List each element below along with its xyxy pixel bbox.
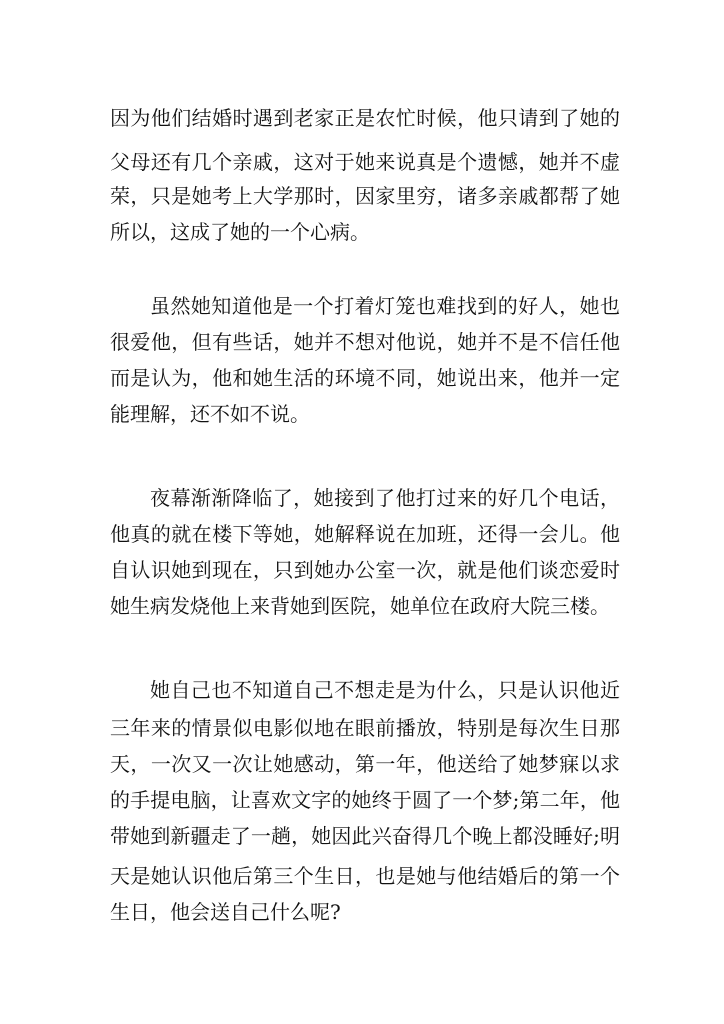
paragraph-3-line-3: 自认识她到现在，只到她办公室一次，就是他们谈恋爱时 <box>110 558 620 582</box>
paragraph-1-line-3: 荣，只是她考上大学那时，因家里穷，诸多亲戚都帮了她 <box>110 184 620 208</box>
paragraph-2-line-4: 能理解，还不如不说。 <box>110 402 310 426</box>
paragraph-1-line-1: 因为他们结婚时遇到老家正是农忙时候，他只请到了她的 <box>110 106 620 130</box>
paragraph-2-line-1: 虽然她知道他是一个打着灯笼也难找到的好人，她也 <box>150 294 620 318</box>
paragraph-1-line-4: 所以，这成了她的一个心病。 <box>110 220 370 244</box>
paragraph-4-line-3: 天，一次又一次让她感动，第一年，他送给了她梦寐以求 <box>110 752 620 776</box>
paragraph-3-line-2: 他真的就在楼下等她，她解释说在加班，还得一会儿。他 <box>110 522 620 546</box>
paragraph-4-line-6: 天是她认识他后第三个生日，也是她与他结婚后的第一个 <box>110 864 620 888</box>
paragraph-3-line-1: 夜幕渐渐降临了，她接到了他打过来的好几个电话， <box>150 486 620 510</box>
paragraph-3-line-4: 她生病发烧他上来背她到医院，她单位在政府大院三楼。 <box>110 594 610 618</box>
paragraph-2-line-3: 而是认为，他和她生活的环境不同，她说出来，他并一定 <box>110 366 620 390</box>
paragraph-4-line-7: 生日，他会送自己什么呢? <box>110 900 341 924</box>
paragraph-2-line-2: 很爱他，但有些话，她并不想对他说，她并不是不信任他 <box>110 330 620 354</box>
paragraph-4-line-5: 带她到新疆走了一趟，她因此兴奋得几个晚上都没睡好;明 <box>110 824 620 848</box>
paragraph-4-line-1: 她自己也不知道自己不想走是为什么，只是认识他近 <box>150 678 620 702</box>
paragraph-4-line-4: 的手提电脑，让喜欢文字的她终于圆了一个梦;第二年，他 <box>110 788 620 812</box>
paragraph-4-line-2: 三年来的情景似电影似地在眼前播放，特别是每次生日那 <box>110 716 620 740</box>
paragraph-1-line-2: 父母还有几个亲戚，这对于她来说真是个遗憾，她并不虚 <box>110 150 620 174</box>
